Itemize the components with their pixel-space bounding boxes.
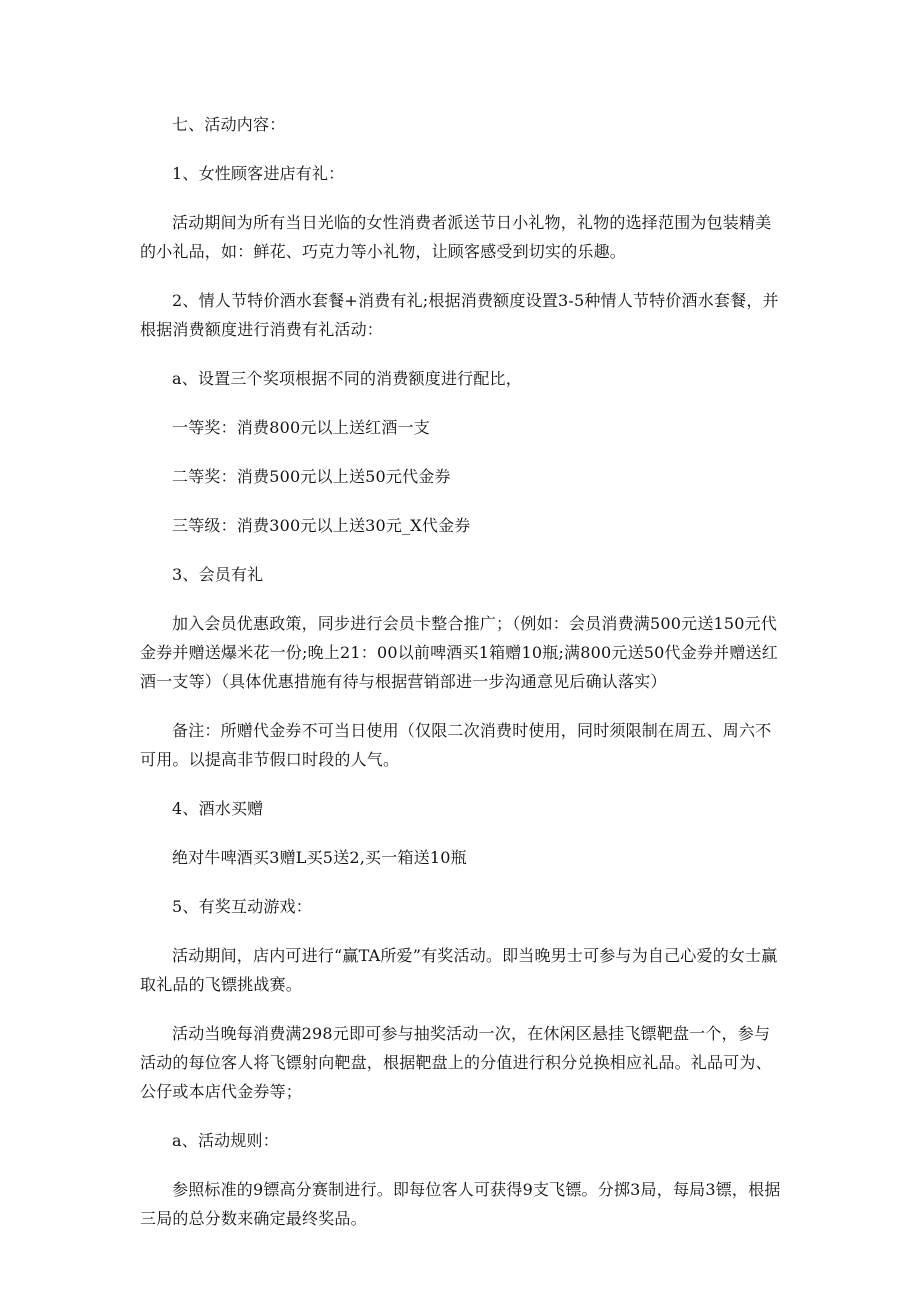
paragraph: 活动期间为所有当日光临的女性消费者派送节日小礼物，礼物的选择范围为包装精美的小礼品，如：鲜花、巧克力等小礼物，让顾客感受到切实的乐趣。 bbox=[140, 213, 772, 261]
sub-heading: a、活动规则： bbox=[172, 1131, 279, 1150]
paragraph: a、设置三个奖项根据不同的消费额度进行配比， bbox=[172, 369, 522, 388]
paragraph: 活动期间，店内可进行“赢TA所爱”有奖活动。即当晚男士可参与为自己心爱的女士赢取礼品的飞镖挑战赛。 bbox=[140, 946, 778, 994]
paragraph: 加入会员优惠政策，同步进行会员卡整合推广；（例如：会员消费满500元送150元代金券并赠送爆米花一份;晚上21：00以前啤酒买1箱赠10瓶;满800元送50代金券并赠送红酒一支等）（具体优惠措施有待与根据营销部进一步沟通意见后确认落实） bbox=[140, 614, 778, 691]
item-heading: 2、情人节特价酒水套餐+消费有礼;根据消费额度设置3-5种情人节特价酒水套餐，并根据消费额度进行消费有礼活动： bbox=[140, 291, 779, 339]
paragraph: 参照标准的9镖高分赛制进行。即每位客人可获得9支飞镖。分掷3局，每局3镖，根据三局的总分数来确定最终奖品。 bbox=[140, 1180, 781, 1228]
item-heading: 3、会员有礼 bbox=[172, 565, 264, 584]
item-heading: 1、女性顾客进店有礼： bbox=[172, 164, 345, 183]
prize-line: 二等奖：消费500元以上送50元代金券 bbox=[172, 467, 451, 486]
prize-line: 三等级：消费300元以上送30元_X代金券 bbox=[172, 516, 471, 535]
paragraph: 活动当晚每消费满298元即可参与抽奖活动一次，在休闲区悬挂飞镖靶盘一个，参与活动的每位客人将飞镖射向靶盘，根据靶盘上的分值进行积分兑换相应礼品。礼品可为、公仔或本店代金券等； bbox=[140, 1024, 772, 1101]
item-heading: 4、酒水买赠 bbox=[172, 799, 264, 818]
note-paragraph: 备注：所赠代金券不可当日使用（仅限二次消费时使用，同时须限制在周五、周六不可用。以提高非节假口时段的人气。 bbox=[140, 721, 772, 769]
section-heading: 七、活动内容： bbox=[172, 115, 286, 134]
document-body bbox=[140, 110, 782, 1233]
paragraph: 绝对牛啤酒买3赠L买5送2,买一箱送10瓶 bbox=[172, 848, 467, 867]
prize-line: 一等奖：消费800元以上送红酒一支 bbox=[172, 418, 430, 437]
item-heading: 5、有奖互动游戏： bbox=[172, 897, 312, 916]
